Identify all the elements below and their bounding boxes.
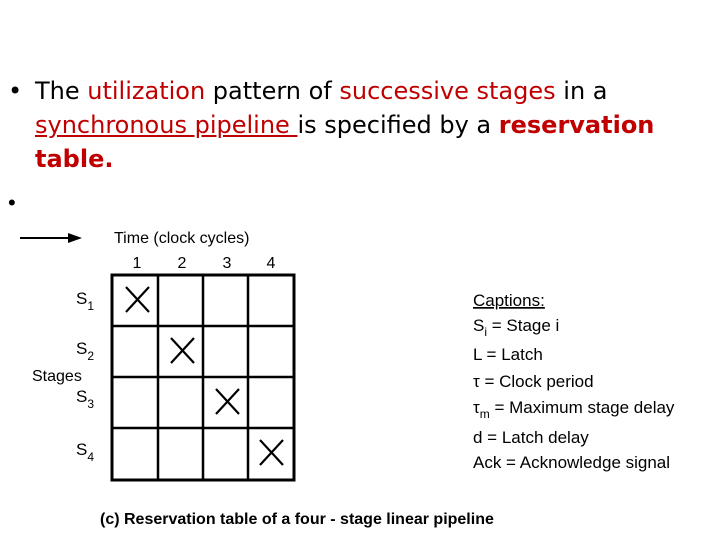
mark-s3-t3 bbox=[216, 389, 239, 414]
text-segment: is specified by a bbox=[297, 111, 499, 139]
caption-latch-delay: d = Latch delay bbox=[473, 428, 589, 447]
empty-bullet: • bbox=[8, 190, 16, 215]
row-label-s1: $S_1$ bbox=[76, 289, 95, 313]
mark-s4-t4 bbox=[260, 440, 283, 465]
column-header-4: 4 bbox=[266, 255, 276, 272]
caption-stage: $S_i$ = Stage i bbox=[473, 316, 560, 339]
figure-caption: (c) Reservation table of a four - stage linear pipeline bbox=[100, 511, 494, 528]
caption-clock-period: τ = Clock period bbox=[473, 372, 594, 391]
row-label-s3: $S_3$ bbox=[76, 387, 95, 411]
caption-latch: L = Latch bbox=[473, 345, 543, 364]
text-segment: in a bbox=[555, 77, 608, 105]
row-label-s2: $S_2$ bbox=[76, 339, 95, 363]
captions-legend bbox=[473, 291, 675, 472]
highlight-utilization: utilization bbox=[87, 77, 206, 105]
time-arrow-icon bbox=[20, 233, 82, 243]
caption-max-stage-delay: $\tau_m$ = Maximum stage delay bbox=[473, 398, 675, 421]
highlight-successive-stages: successive stages bbox=[339, 77, 556, 105]
highlight-synchronous-pipeline: synchronous pipeline bbox=[35, 111, 298, 139]
reservation-grid bbox=[112, 275, 294, 480]
row-label-s4: $S_4$ bbox=[76, 440, 95, 464]
captions-heading: Captions: bbox=[473, 291, 545, 310]
mark-s2-t2 bbox=[171, 338, 194, 363]
column-header-2: 2 bbox=[177, 255, 187, 272]
column-header-1: 1 bbox=[132, 255, 142, 272]
stages-axis-label: Stages bbox=[32, 368, 82, 385]
caption-acknowledge: Ack = Acknowledge signal bbox=[473, 453, 671, 472]
bullet-marker: • bbox=[8, 77, 23, 105]
text-segment: The bbox=[35, 77, 88, 105]
time-axis-label: Time (clock cycles) bbox=[114, 230, 250, 247]
column-header-3: 3 bbox=[222, 255, 232, 272]
highlight-reservation-table: reservation table. bbox=[35, 111, 655, 173]
mark-s1-t1 bbox=[126, 287, 149, 312]
text-segment: pattern of bbox=[205, 77, 340, 105]
